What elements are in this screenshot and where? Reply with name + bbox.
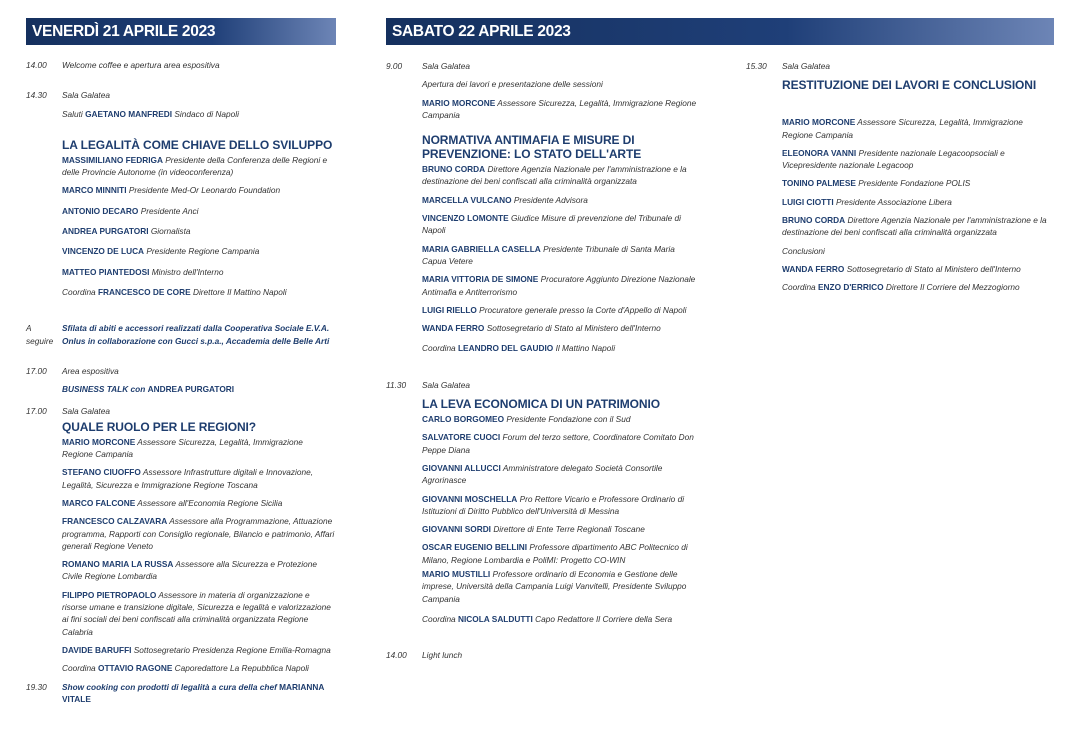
session-title-block	[26, 420, 336, 434]
speaker-name: ROMANO MARIA LA RUSSA	[62, 559, 174, 570]
speaker-name: MARIO MORCONE	[62, 436, 136, 447]
venue-label: Area espositiva	[62, 365, 119, 376]
speaker-entry	[26, 245, 336, 257]
time-label: 17.00	[26, 365, 47, 376]
schedule-entry	[26, 59, 336, 71]
moderator-name: LEANDRO DEL GAUDIO	[457, 343, 554, 354]
session-title-block	[746, 78, 1054, 92]
speaker-name: GAETANO MANFREDI	[85, 108, 173, 119]
speaker-entry	[386, 212, 698, 237]
speaker-entry	[386, 97, 698, 122]
friday-date-header: VENERDÌ 21 APRILE 2023	[26, 18, 336, 45]
time-label: 17.00	[26, 406, 47, 417]
speaker-entry	[746, 177, 1054, 189]
speaker-name: TONINO PALMESE	[782, 178, 856, 189]
speaker-role: Direttore di Ente Terre Regionali Toscane	[493, 524, 645, 535]
speaker-role: Ministro dell'Interno	[151, 266, 224, 277]
moderator-name: OTTAVIO RAGONE	[97, 663, 173, 674]
speaker-entry	[386, 304, 698, 316]
time-label: 9.00	[386, 61, 403, 71]
speaker-role: Assessore alla Sicurezza e Protezione Civile Regione Lombardia	[62, 559, 317, 582]
schedule-entry	[26, 365, 336, 377]
speaker-role: Sindaco di Napoli	[174, 108, 239, 119]
speaker-name: SALVATORE CUOCI	[422, 432, 501, 443]
session-title: RESTITUZIONE DEI LAVORI E CONCLUSIONI	[782, 78, 1037, 93]
speaker-role: Assessore alla Programmazione, Attuazione programma, Rapporti con Consiglio regionale, Bilancio e patrimonio, Affari generali Regione Veneto	[62, 516, 335, 551]
speaker-entry	[386, 322, 698, 334]
time-label: 15.30	[746, 61, 767, 71]
speaker-entry	[26, 436, 336, 461]
speaker-entry	[386, 243, 698, 268]
speaker-entry	[26, 108, 336, 120]
saturday-column	[386, 18, 1054, 661]
speaker-entry	[26, 266, 336, 278]
schedule-entry	[26, 681, 336, 706]
speaker-name: LUIGI RIELLO	[422, 304, 477, 315]
speaker-role: Assessore Infrastrutture digitali e Innovazione, Legalità, Sicurezza e Immigrazione Regione Toscana	[62, 467, 314, 490]
speaker-role: Presidente Regione Campania	[146, 246, 260, 257]
speaker-entry	[386, 541, 698, 566]
speaker-name: ANDREA PURGATORI	[147, 384, 235, 395]
entry-text: Conclusioni	[782, 245, 825, 256]
speaker-entry	[746, 214, 1054, 239]
speaker-name: BRUNO CORDA	[422, 164, 486, 175]
speaker-role: Procuratore generale presso la Corte d'Appello di Napoli	[479, 304, 687, 315]
business-talk-entry	[26, 383, 336, 395]
speaker-entry	[26, 184, 336, 196]
label: Coordina	[422, 613, 456, 624]
entry-text: Welcome coffee e apertura area espositiva	[62, 60, 220, 70]
session-title: LA LEVA ECONOMICA DI UN PATRIMONIO	[422, 397, 660, 412]
speaker-role: Amministratore delegato Società Consortile Agrorinasce	[422, 462, 663, 486]
time-label: 14.30	[26, 90, 47, 101]
moderator-entry	[386, 342, 698, 354]
speaker-name: ANDREA PURGATORI	[62, 226, 149, 237]
speaker-role: Professore dipartimento ABC Politecnico di Milano, Regione Lombardia e PoliMI: Progetto CO-WIN	[422, 542, 688, 565]
speaker-name: MARIA VITTORIA DE SIMONE	[422, 274, 539, 285]
moderator-entry	[746, 281, 1054, 293]
schedule-entry	[386, 649, 698, 661]
speaker-entry	[386, 493, 698, 518]
speaker-role: Procuratore Aggiunto Direzione Nazionale Antimafia e Antiterrorismo	[422, 274, 696, 297]
label: Coordina	[62, 286, 96, 297]
speaker-role: Assessore all'Economia Regione Sicilia	[137, 497, 283, 508]
schedule-entry	[386, 78, 698, 90]
speaker-name: MARCELLA VULCANO	[422, 194, 512, 205]
time-label: A seguire	[26, 323, 54, 346]
speaker-entry	[26, 644, 336, 656]
venue-label: Sala Galatea	[62, 406, 110, 417]
speaker-role: Presidente Advisora	[513, 194, 588, 205]
speaker-entry	[26, 515, 336, 552]
moderator-role: Direttore Il Mattino Napoli	[192, 286, 287, 297]
speaker-entry	[386, 431, 698, 456]
speaker-role: Direttore Agenzia Nazionale per l'amministrazione e la destinazione dei beni confiscati alla criminalità organizzata	[782, 215, 1047, 238]
session-title: NORMATIVA ANTIMAFIA E MISURE DI PREVENZIONE: LO STATO DELL'ARTE	[422, 133, 642, 162]
speaker-role: Assessore Sicurezza, Legalità, Immigrazione Regione Campania	[62, 436, 303, 460]
entry-text: BUSINESS TALK con	[62, 384, 146, 395]
speaker-name: MARIA GABRIELLA CASELLA	[422, 243, 541, 254]
speaker-entry	[26, 558, 336, 583]
session-title-block	[26, 138, 336, 152]
saturday-date-header: SABATO 22 APRILE 2023	[386, 18, 1054, 45]
time-label: 14.00	[386, 650, 407, 661]
schedule-entry	[386, 379, 698, 391]
speaker-entry	[26, 497, 336, 509]
label: Coordina	[782, 282, 816, 293]
saturday-right-column	[746, 60, 1054, 294]
venue-label: Sala Galatea	[422, 61, 470, 71]
speaker-entry	[746, 116, 1054, 141]
speaker-role: Direttore Agenzia Nazionale per l'amministrazione e la destinazione dei beni confiscati alla criminalità organizzata	[422, 164, 687, 187]
moderator-name: FRANCESCO DE CORE	[97, 286, 191, 297]
speaker-name: FRANCESCO CALZAVARA	[62, 516, 168, 527]
speaker-name: STEFANO CIUOFFO	[62, 467, 141, 478]
speaker-entry	[746, 263, 1054, 275]
speaker-role: Assessore in materia di organizzazione e risorse umane e transizione digitale, Sicurezza e legalità e valorizzazione ai fini sociali dei beni confiscati alla criminalità organizzata Regione Calabria	[62, 589, 331, 637]
speaker-name: ELEONORA VANNI	[782, 147, 857, 158]
moderator-role: Capo Redattore Il Corriere della Sera	[535, 613, 673, 624]
speaker-role: Presidente Fondazione con il Sud	[506, 414, 631, 425]
speaker-entry	[386, 523, 698, 535]
schedule-entry	[746, 245, 1054, 257]
speaker-entry	[386, 273, 698, 298]
speaker-role: Professore ordinario di Economia e Gestione delle imprese, Università della Campania Luigi Vanvitelli, Presidente Sviluppo Campania	[422, 569, 687, 604]
schedule-entry	[26, 322, 336, 347]
entry-text: Light lunch	[422, 650, 463, 661]
speaker-name: MARIO MUSTILLI	[422, 569, 491, 580]
speaker-name: MARCO MINNITI	[62, 185, 127, 196]
speaker-role: Presidente nazionale Legacoopsociali e Vicepresidente nazionale Legacoop	[782, 147, 1005, 171]
speaker-entry	[26, 589, 336, 638]
label: Saluti	[62, 108, 83, 119]
venue-label: Sala Galatea	[782, 61, 830, 71]
speaker-name: WANDA FERRO	[422, 323, 485, 334]
entry-text: Show cooking con prodotti di legalità a cura della chef	[62, 681, 277, 692]
moderator-role: Caporedattore La Repubblica Napoli	[174, 663, 309, 674]
speaker-name: BRUNO CORDA	[782, 215, 846, 226]
speaker-role: Giornalista	[150, 226, 191, 237]
time-label: 19.30	[26, 681, 47, 692]
speaker-role: Sottosegretario Presidenza Regione Emilia-Romagna	[133, 644, 331, 655]
speaker-entry	[26, 225, 336, 237]
session-title: LA LEGALITÀ COME CHIAVE DELLO SVILUPPO	[62, 137, 333, 152]
speaker-entry	[746, 196, 1054, 208]
speaker-role: Assessore Sicurezza, Legalità, Immigrazione Regione Campania	[422, 97, 697, 120]
speaker-role: Presidente Tribunale di Santa Maria Capua Vetere	[422, 243, 675, 266]
speaker-name: WANDA FERRO	[782, 263, 845, 274]
speaker-role: Presidente Associazione Libera	[835, 196, 952, 207]
session-title-block	[386, 397, 698, 411]
speaker-entry	[386, 194, 698, 206]
time-label: 14.00	[26, 60, 47, 70]
speaker-entry	[386, 163, 698, 188]
time-label: 11.30	[386, 379, 407, 390]
speaker-role: Presidente della Conferenza delle Regioni e delle Provincie Autonome (in videoconferenza)	[62, 154, 328, 178]
speaker-name: FILIPPO PIETROPAOLO	[62, 589, 157, 600]
speaker-entry	[26, 466, 336, 491]
speaker-name: DAVIDE BARUFFI	[62, 644, 132, 655]
speaker-name: LUIGI CIOTTI	[782, 196, 834, 207]
saturday-left-column	[386, 60, 698, 662]
speaker-name: ANTONIO DECARO	[62, 205, 139, 216]
speaker-role: Presidente Fondazione POLIS	[858, 178, 971, 189]
speaker-name: GIOVANNI SORDI	[422, 524, 491, 535]
speaker-role: Giudice Misure di prevenzione del Tribunale di Napoli	[422, 213, 681, 236]
speaker-entry	[26, 205, 336, 217]
speaker-name: GIOVANNI MOSCHELLA	[422, 493, 518, 504]
entry-text: Apertura dei lavori e presentazione delle sessioni	[422, 79, 603, 90]
speaker-name: CARLO BORGOMEO	[422, 414, 505, 425]
venue-label: Sala Galatea	[62, 90, 110, 101]
speaker-name: MASSIMILIANO FEDRIGA	[62, 154, 163, 165]
moderator-role: Il Mattino Napoli	[555, 343, 616, 354]
speaker-role: Assessore Sicurezza, Legalità, Immigrazione Regione Campania	[782, 117, 1023, 140]
schedule-entry	[386, 60, 698, 72]
speaker-entry	[746, 147, 1054, 172]
speaker-role: Presidente Med-Or Leonardo Foundation	[128, 185, 281, 196]
speaker-name: MATTEO PIANTEDOSI	[62, 266, 150, 277]
speaker-name: MARIO MORCONE	[782, 117, 856, 128]
speaker-role: Sottosegretario di Stato al Ministero dell'Interno	[846, 263, 1021, 274]
speaker-entry	[386, 568, 698, 605]
speaker-entry	[386, 462, 698, 487]
label: Coordina	[62, 663, 96, 674]
speaker-role: Sottosegretario di Stato al Ministero dell'Interno	[486, 323, 661, 334]
schedule-entry	[26, 405, 336, 417]
schedule-entry	[746, 60, 1054, 72]
speaker-entry	[386, 413, 698, 425]
speaker-name: MARCO FALCONE	[62, 497, 136, 508]
speaker-name: MARIO MORCONE	[422, 97, 496, 108]
moderator-name: NICOLA SALDUTTI	[457, 613, 533, 624]
schedule-entry	[26, 89, 336, 101]
moderator-entry	[26, 286, 336, 298]
entry-text: Sfilata di abiti e accessori realizzati dalla Cooperativa Sociale E.V.A. Onlus in collaborazione con Gucci s.p.a., Accademia delle Belle Arti	[62, 323, 330, 346]
speaker-entry	[26, 154, 336, 179]
chef-name: MARIANNA VITALE	[62, 681, 324, 704]
moderator-name: ENZO D'ERRICO	[817, 282, 884, 293]
session-title: QUALE RUOLO PER LE REGIONI?	[62, 419, 256, 434]
moderator-entry	[386, 613, 698, 625]
speaker-name: OSCAR EUGENIO BELLINI	[422, 542, 528, 553]
friday-column	[26, 18, 336, 705]
venue-label: Sala Galatea	[422, 379, 470, 390]
speaker-role: Pro Rettore Vicario e Professore Ordinario di Istituzioni di Diritto Pubblico dell'Università di Messina	[422, 493, 685, 516]
speaker-name: VINCENZO LOMONTE	[422, 213, 509, 224]
speaker-role: Presidente Anci	[140, 205, 199, 216]
speaker-name: GIOVANNI ALLUCCI	[422, 462, 501, 473]
moderator-entry	[26, 662, 336, 674]
session-title-block	[386, 133, 698, 161]
speaker-name: VINCENZO DE LUCA	[62, 246, 145, 257]
label: Coordina	[422, 343, 456, 354]
moderator-role: Direttore Il Corriere del Mezzogiorno	[885, 282, 1020, 293]
speaker-role: Forum del terzo settore, Coordinatore Comitato Don Peppe Diana	[422, 432, 694, 455]
